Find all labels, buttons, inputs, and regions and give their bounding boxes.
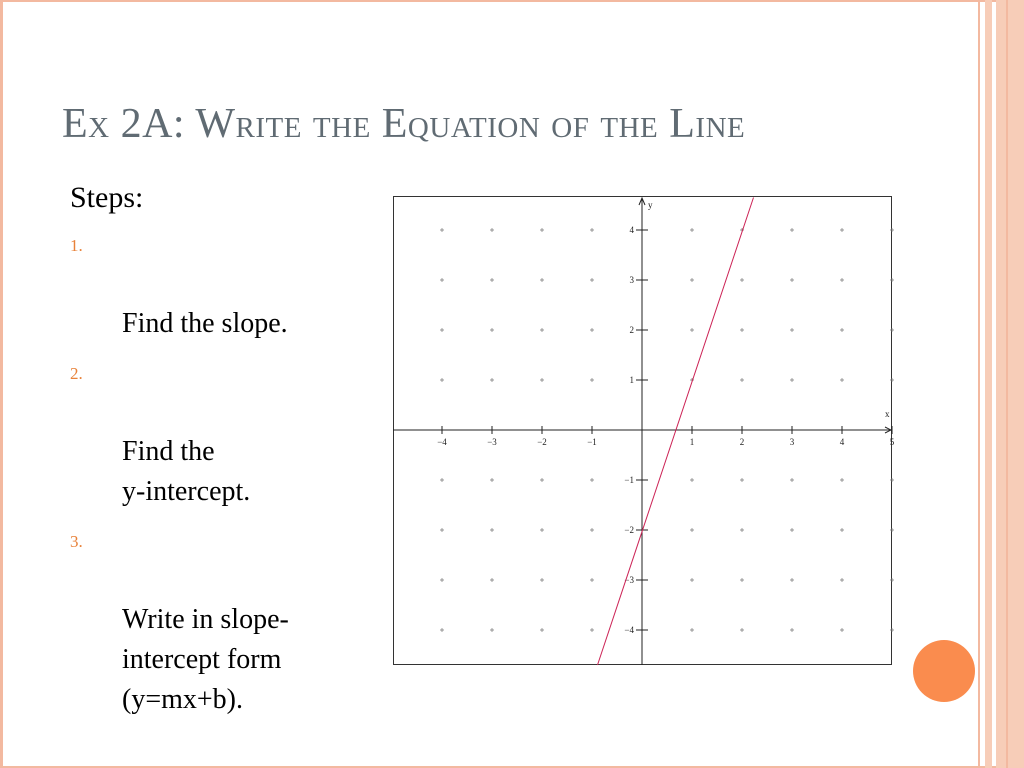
grid-marker: [890, 628, 894, 632]
grid-marker: [590, 378, 594, 382]
step-item: [70, 352, 370, 512]
grid-marker: [440, 278, 444, 282]
grid-marker: [440, 328, 444, 332]
grid-marker: [740, 378, 744, 382]
grid-marker: [790, 328, 794, 332]
grid-marker: [840, 378, 844, 382]
y-tick-label: 3: [629, 275, 634, 285]
grid-marker: [740, 628, 744, 632]
step-item: [70, 224, 370, 344]
grid-marker: [540, 278, 544, 282]
grid-marker: [890, 528, 894, 532]
grid-marker: [840, 228, 844, 232]
x-tick-label: 5: [889, 437, 895, 447]
frame-right-stripe-mid: [985, 0, 992, 768]
x-axis-label: x: [885, 409, 890, 419]
grid-marker: [740, 578, 744, 582]
grid-marker: [490, 578, 494, 582]
grid-marker: [440, 628, 444, 632]
steps-content: [70, 178, 370, 728]
grid-marker: [490, 528, 494, 532]
grid-marker: [540, 578, 544, 582]
grid-marker: [690, 528, 694, 532]
y-axis-label: y: [648, 200, 653, 210]
step-number: 3.: [70, 532, 83, 551]
y-tick-label: 4: [629, 225, 634, 235]
grid-marker: [840, 628, 844, 632]
grid-marker: [490, 378, 494, 382]
grid-marker: [790, 628, 794, 632]
grid-marker: [840, 528, 844, 532]
grid-marker: [790, 528, 794, 532]
grid-marker: [790, 578, 794, 582]
grid-marker: [540, 478, 544, 482]
x-tick-label: −1: [587, 437, 597, 447]
grid-marker: [540, 628, 544, 632]
grid-marker: [440, 478, 444, 482]
frame-left-stripe: [0, 0, 3, 768]
grid-marker: [690, 628, 694, 632]
y-tick-label: −4: [624, 625, 634, 635]
grid-marker: [890, 328, 894, 332]
step-number: 1.: [70, 236, 83, 255]
step-item: [70, 520, 370, 720]
grid-marker: [890, 228, 894, 232]
step-text: Find the slope.: [122, 308, 288, 339]
grid-marker: [690, 278, 694, 282]
x-tick-label: 1: [689, 437, 695, 447]
grid-marker: [840, 278, 844, 282]
grid-marker: [840, 578, 844, 582]
grid-marker: [590, 478, 594, 482]
grid-marker: [440, 528, 444, 532]
y-tick-label: −1: [624, 475, 634, 485]
grid-marker: [790, 478, 794, 482]
grid-marker: [890, 278, 894, 282]
frame-right-stripe-thin: [978, 0, 980, 768]
grid-marker: [790, 228, 794, 232]
x-tick-label: 4: [839, 437, 845, 447]
x-tick-label: 3: [789, 437, 795, 447]
plotted-line: [598, 198, 754, 666]
decorative-circle: [913, 640, 975, 702]
frame-top-stripe: [0, 0, 1024, 2]
coordinate-graph: [393, 196, 893, 671]
grid-marker: [490, 278, 494, 282]
grid-marker: [540, 378, 544, 382]
grid-marker: [490, 328, 494, 332]
grid-marker: [590, 578, 594, 582]
steps-heading: Steps:: [70, 181, 144, 214]
grid-marker: [590, 528, 594, 532]
frame-right-stripe-wide: [996, 0, 1024, 768]
grid-marker: [790, 378, 794, 382]
x-tick-label: −2: [537, 437, 547, 447]
grid-marker: [540, 328, 544, 332]
grid-marker: [540, 228, 544, 232]
grid-marker: [890, 378, 894, 382]
grid-marker: [740, 478, 744, 482]
y-tick-label: −2: [624, 525, 634, 535]
grid-marker: [690, 478, 694, 482]
grid-marker: [690, 228, 694, 232]
step-text: Find the y-intercept.: [122, 436, 251, 507]
x-tick-label: −4: [437, 437, 447, 447]
grid-marker: [690, 328, 694, 332]
grid-marker: [590, 278, 594, 282]
grid-marker: [690, 578, 694, 582]
grid-marker: [490, 228, 494, 232]
steps-list: [70, 224, 370, 720]
step-number: 2.: [70, 364, 83, 383]
y-tick-label: −3: [624, 575, 634, 585]
grid-marker: [840, 328, 844, 332]
grid-marker: [890, 478, 894, 482]
x-tick-label: 2: [739, 437, 745, 447]
grid-marker: [740, 278, 744, 282]
slide-title: Ex 2A: Write the Equation of the Line: [62, 101, 746, 147]
grid-marker: [740, 528, 744, 532]
grid-marker: [490, 628, 494, 632]
grid-marker: [490, 478, 494, 482]
grid-marker: [540, 528, 544, 532]
grid-marker: [440, 228, 444, 232]
grid-marker: [740, 328, 744, 332]
grid-marker: [840, 478, 844, 482]
step-text: Write in slope- intercept form (y=mx+b).: [122, 604, 289, 715]
grid-marker: [790, 278, 794, 282]
y-tick-label: 1: [629, 375, 634, 385]
grid-marker: [440, 578, 444, 582]
graph-svg: [393, 196, 893, 666]
grid-marker: [440, 378, 444, 382]
x-tick-label: −3: [487, 437, 497, 447]
grid-marker: [590, 328, 594, 332]
grid-marker: [890, 578, 894, 582]
frame-right-stripe-line: [1006, 0, 1008, 768]
grid-marker: [590, 628, 594, 632]
grid-marker: [590, 228, 594, 232]
y-tick-label: 2: [629, 325, 634, 335]
